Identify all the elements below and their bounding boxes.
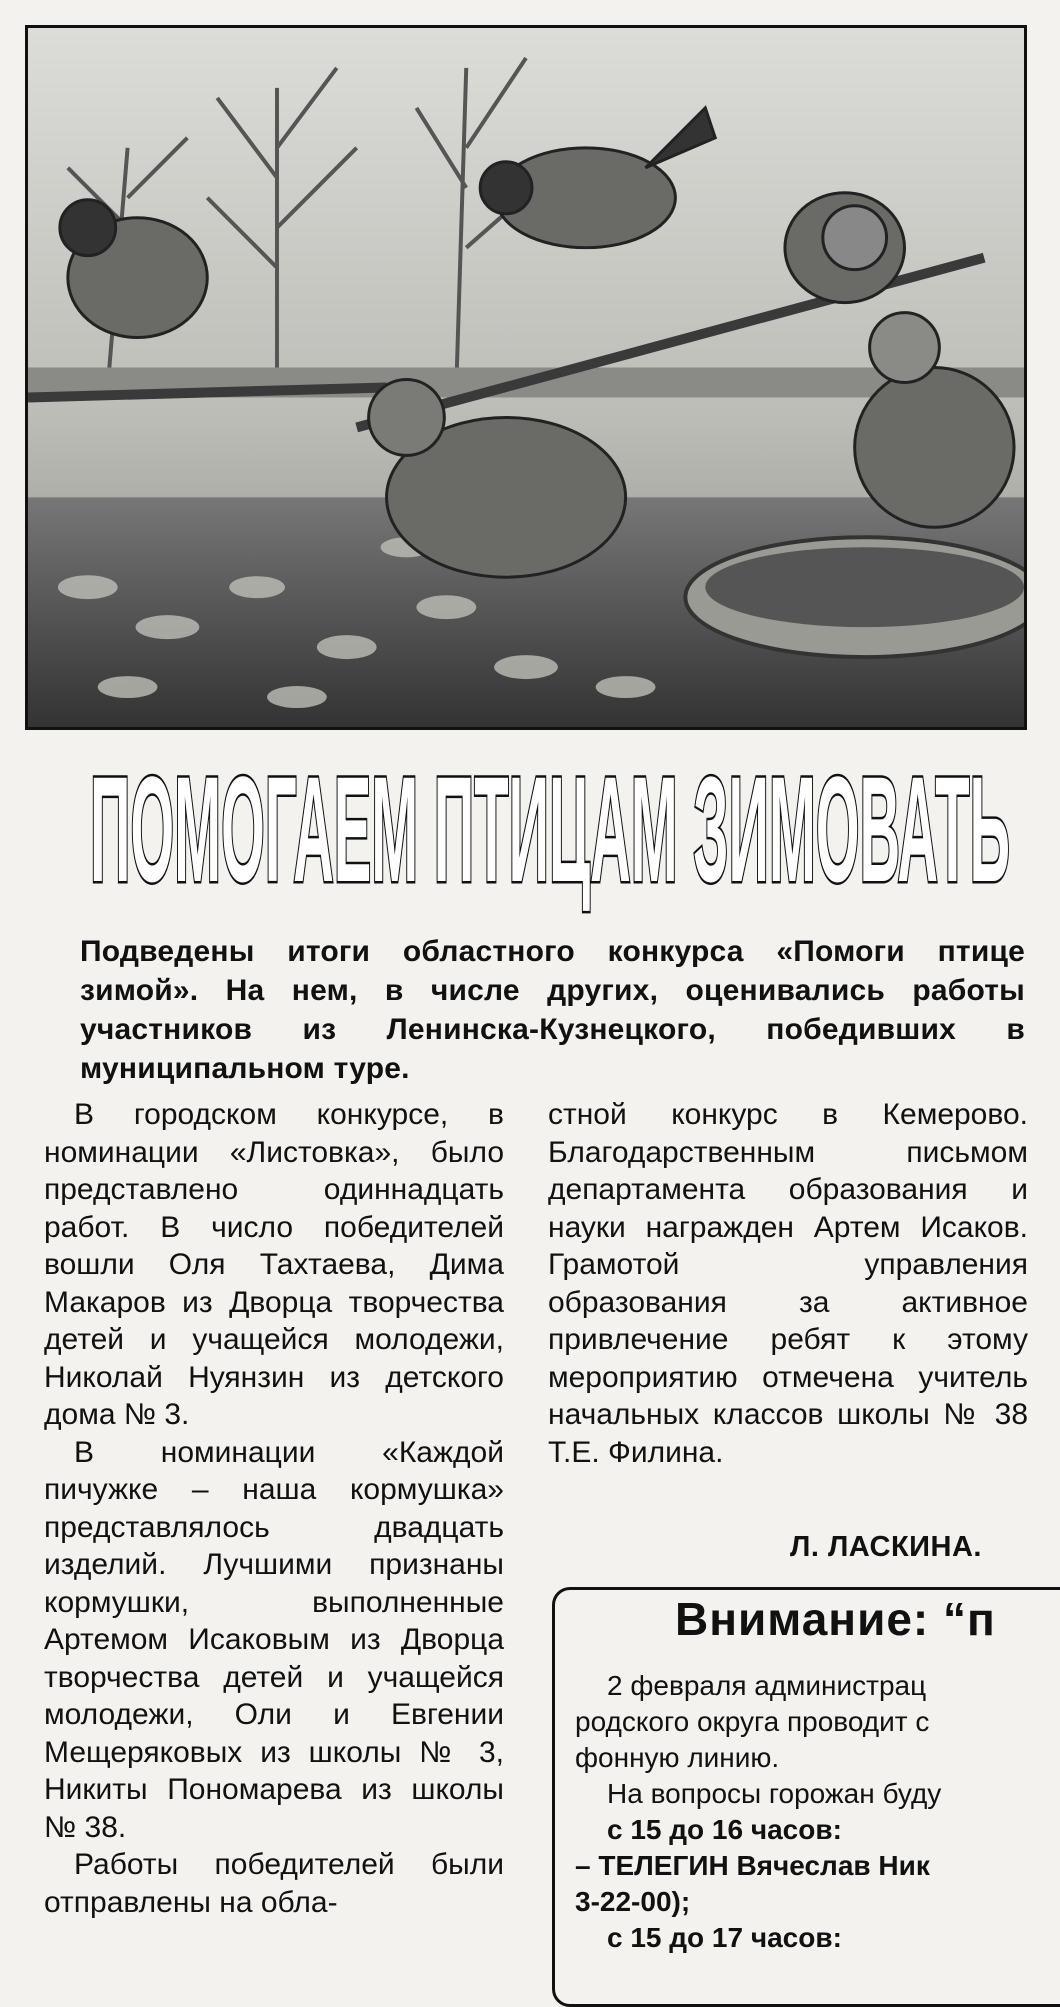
article-paragraph: В городском конкурсе, в номинации «Листовка», было представлено одиннадцать работ. В число победителей вошли Оля Тахтаева, Дима Макаров из Дворца творчества детей и учащейся молодежи, Николай Нуянзин из детского дома № 3. bbox=[44, 1098, 504, 1431]
headline-text: ПОМОГАЕМ ПТИЦАМ ЗИМОВАТЬ bbox=[90, 745, 1011, 913]
article-column-1 bbox=[44, 1096, 504, 1921]
notice-line: родского округа проводит с bbox=[575, 1706, 930, 1737]
notice-time: с 15 до 17 часов: bbox=[607, 1922, 842, 1953]
notice-body bbox=[575, 1668, 1060, 1956]
author-signature: Л. ЛАСКИНА. bbox=[790, 1531, 982, 1563]
notice-person: – ТЕЛЕГИН Вячеслав Ник bbox=[575, 1850, 930, 1881]
notice-line: фонную линию. bbox=[575, 1742, 780, 1773]
notice-time: с 15 до 16 часов: bbox=[607, 1814, 842, 1845]
notice-title: Внимание: “п bbox=[675, 1593, 996, 1645]
article-paragraph: В номинации «Каждой пичужке – наша кормушка» представлялось двадцать изделий. Лучшими признаны кормушки, выполненные Артемом Исаковым из Дворца творчества детей и учащейся молодежи, Оли и Евгении Мещеряковых из школы № 3, Никиты Пономарева из школы № 38. bbox=[44, 1435, 504, 1844]
lead-paragraph: Подведены итоги областного конкурса «Помоги птице зимой». На нем, в числе других, оценивались работы участников из Ленинска-Кузнецкого, победивших в муниципальном туре. bbox=[80, 935, 1025, 1085]
notice-line: 2 февраля администрац bbox=[607, 1670, 927, 1701]
headline-graphic bbox=[80, 745, 1020, 915]
notice-box bbox=[552, 1587, 1060, 2007]
notice-phone: 3-22-00); bbox=[575, 1886, 691, 1917]
birds-photo bbox=[25, 25, 1027, 730]
article-column-2 bbox=[548, 1096, 1028, 1471]
article-paragraph: Работы победителей были отправлены на обла- bbox=[44, 1848, 504, 1919]
headline bbox=[80, 745, 1020, 915]
article-paragraph: стной конкурс в Кемерово. Благодарственным письмом департамента образования и науки награжден Артем Исаков. Грамотой управления образования за активное привлечение ребят к этому мероприятию отмечена учитель начальных классов школы № 38 Т.Е. Филина. bbox=[548, 1098, 1028, 1469]
birds-photo-image bbox=[28, 28, 1024, 727]
notice-line: На вопросы горожан буду bbox=[607, 1778, 942, 1809]
